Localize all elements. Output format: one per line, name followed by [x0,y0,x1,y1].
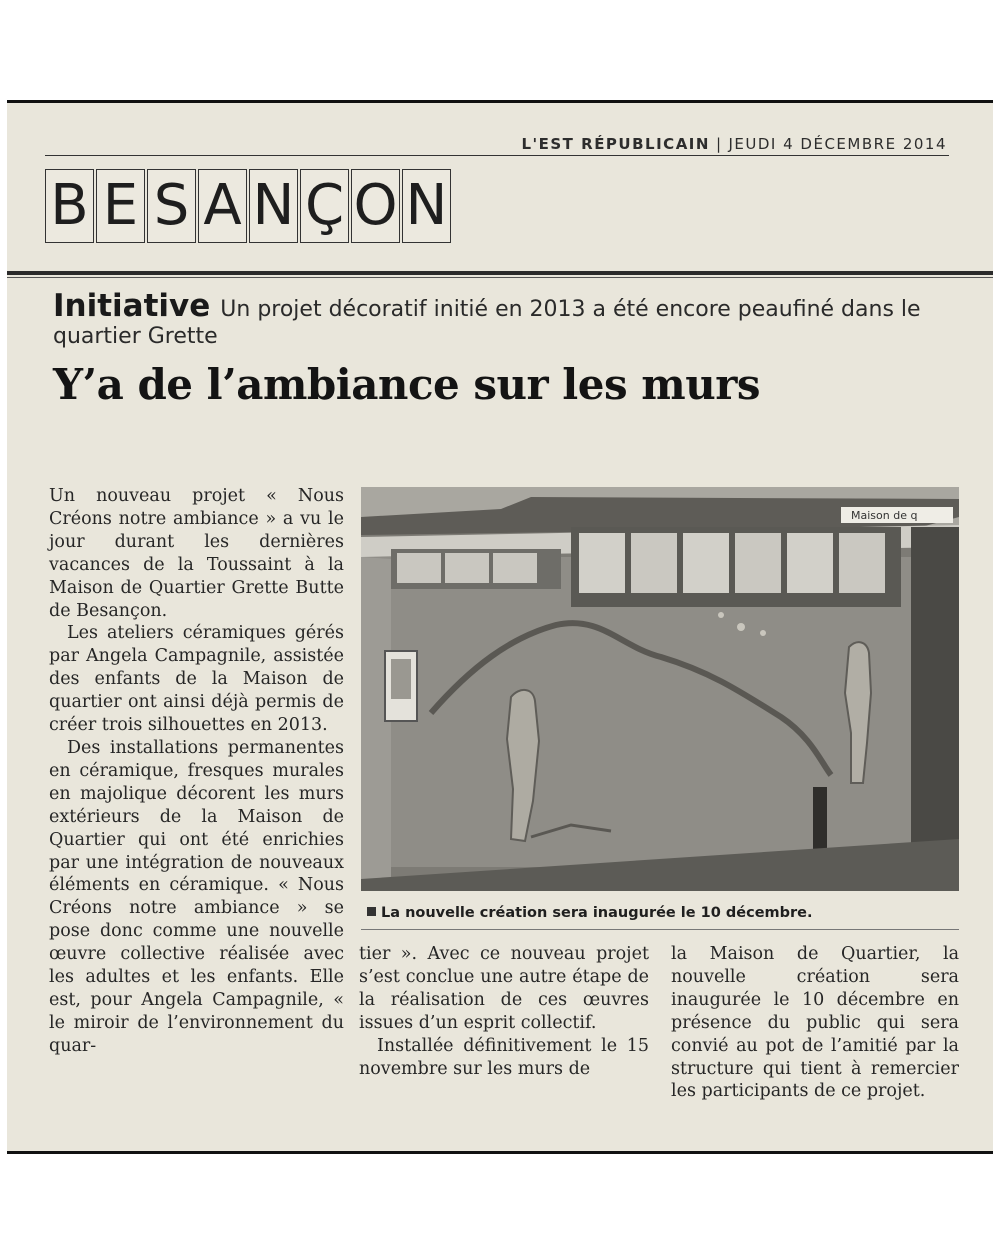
column-1 [49,485,344,1058]
publication-date: JEUDI 4 DÉCEMBRE 2014 [728,135,947,153]
article-photo [361,487,959,891]
masthead-separator: | [715,135,723,153]
section-rule [7,271,993,275]
column-2 [359,943,649,1080]
section-rule-thin [7,277,993,278]
publication-name: L'EST RÉPUBLICAIN [521,135,710,153]
caption-text: La nouvelle création sera inaugurée le 10 décembre. [381,905,813,921]
paragraph: la Maison de Quartier, la nouvelle création sera inaugurée le 10 décembre en présence du public qui sera convié au pot de l’amitié par la structure qui tient à remercier les participants de ce projet. [671,944,959,1102]
newspaper-clipping [7,100,993,1154]
section-letter: B [45,169,94,243]
photo-sign-text: Maison de q [851,509,918,522]
column-3 [671,943,959,1103]
section-letter: A [198,169,247,243]
caption-bullet-icon [367,907,376,916]
masthead-rule [45,155,949,156]
paragraph: Des installations permanentes en céramique, fresques murales en majolique décorent les murs extérieurs de la Maison de Quartier qui ont été enrichies par une intégration de nouveaux éléments en céramique. « Nous Créons notre ambiance » se pose donc comme une nouvelle œuvre collective réalisée avec les adultes et les enfants. Elle est, pour Angela Campagnile, « le miroir de l’environnement du quar- [49,737,344,1056]
kicker: Initiative [53,288,211,324]
photo-illustration [361,487,959,891]
headline-block [53,288,953,409]
paragraph: Installée définitivement le 15 novembre sur les murs de [359,1035,649,1079]
paragraph: Un nouveau projet « Nous Créons notre ambiance » a vu le jour durant les dernières vacances de la Toussaint à la Maison de Quartier Grette Butte de Besançon. [49,486,344,621]
section-letter: Ç [300,169,349,243]
deck [53,288,953,350]
section-letter: N [402,169,451,243]
caption-rule [361,929,959,930]
section-title [45,169,453,243]
masthead [521,135,947,153]
paragraph: Les ateliers céramiques gérés par Angela Campagnile, assistée des enfants de la Maison de quartier ont ainsi déjà permis de créer trois silhouettes en 2013. [49,623,344,736]
article-title: Y’a de l’ambiance sur les murs [53,360,760,409]
section-letter: E [96,169,145,243]
paragraph: tier ». Avec ce nouveau projet s’est conclue une autre étape de la réalisation de ces œuvres issues d’un esprit collectif. [359,944,649,1033]
section-letter: S [147,169,196,243]
section-letter: N [249,169,298,243]
section-letter: O [351,169,400,243]
photo-caption [367,905,813,921]
deck-text: Un projet décoratif initié en 2013 a été encore peaufiné dans le quartier Grette [53,297,921,349]
